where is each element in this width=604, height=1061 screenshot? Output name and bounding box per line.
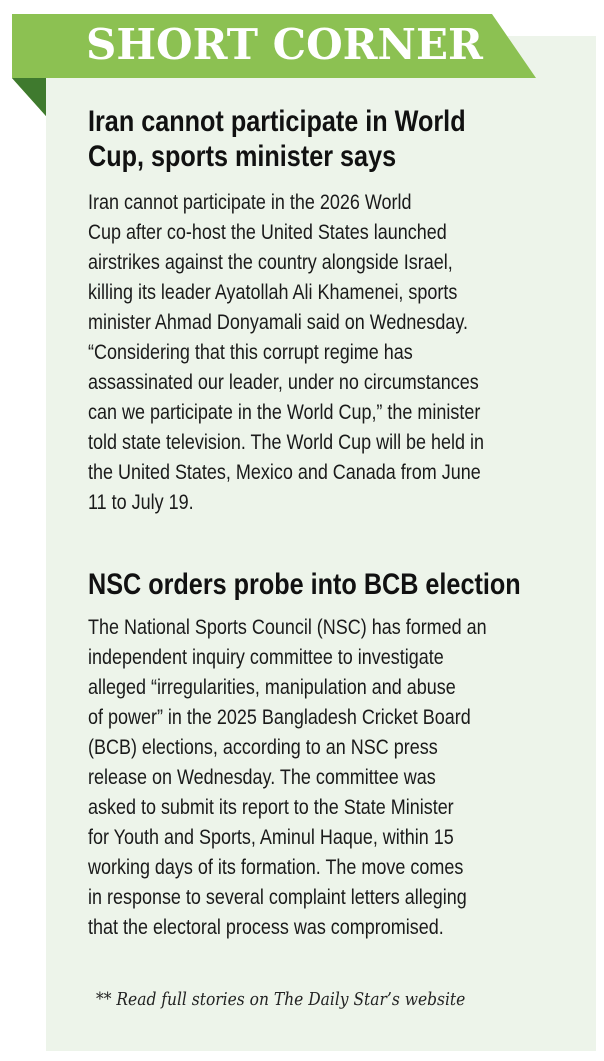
body-line: Cup after co-host the United States launched bbox=[88, 221, 447, 244]
body-line: can we participate in the World Cup,” the minister bbox=[88, 401, 481, 424]
body-line: release on Wednesday. The committee was bbox=[88, 766, 436, 789]
body-line: of power” in the 2025 Bangladesh Cricket Board bbox=[88, 706, 471, 729]
body-line: Iran cannot participate in the 2026 World bbox=[88, 191, 412, 214]
body-line: (BCB) elections, according to an NSC press bbox=[88, 736, 438, 759]
body-line: assassinated our leader, under no circumstances bbox=[88, 371, 479, 394]
body-line: independent inquiry committee to investigate bbox=[88, 646, 444, 669]
headline-line: Cup, sports minister says bbox=[88, 140, 397, 173]
banner-fold-highlight bbox=[12, 78, 46, 116]
body-line: airstrikes against the country alongside Israel, bbox=[88, 251, 453, 274]
body-line: The National Sports Council (NSC) has formed an bbox=[88, 616, 487, 639]
body-line: working days of its formation. The move comes bbox=[88, 856, 464, 879]
body-line: minister Ahmad Donyamali said on Wednesday. bbox=[88, 311, 469, 334]
article-1-body bbox=[88, 188, 551, 518]
body-line: killing its leader Ayatollah Ali Khamenei, sports bbox=[88, 281, 458, 304]
banner-title: SHORT CORNER bbox=[86, 20, 483, 69]
body-line: the United States, Mexico and Canada from June bbox=[88, 461, 481, 484]
read-more-note: ** Read full stories on The Daily Star’s website bbox=[96, 989, 466, 1010]
body-line: told state television. The World Cup will be held in bbox=[88, 431, 485, 454]
body-line: alleged “irregularities, manipulation and abuse bbox=[88, 676, 456, 699]
article-2-body bbox=[88, 613, 554, 943]
body-line: asked to submit its report to the State Minister bbox=[88, 796, 454, 819]
headline-line: NSC orders probe into BCB election bbox=[88, 568, 521, 601]
body-line: for Youth and Sports, Aminul Haque, within 15 bbox=[88, 826, 454, 849]
article-2-headline bbox=[88, 567, 603, 602]
article-1-headline bbox=[88, 104, 538, 174]
body-line: “Considering that this corrupt regime has bbox=[88, 341, 413, 364]
body-line: that the electoral process was compromised. bbox=[88, 916, 444, 939]
body-line: 11 to July 19. bbox=[88, 491, 194, 514]
headline-line: Iran cannot participate in World bbox=[88, 105, 466, 138]
body-line: in response to several complaint letters alleging bbox=[88, 886, 467, 909]
